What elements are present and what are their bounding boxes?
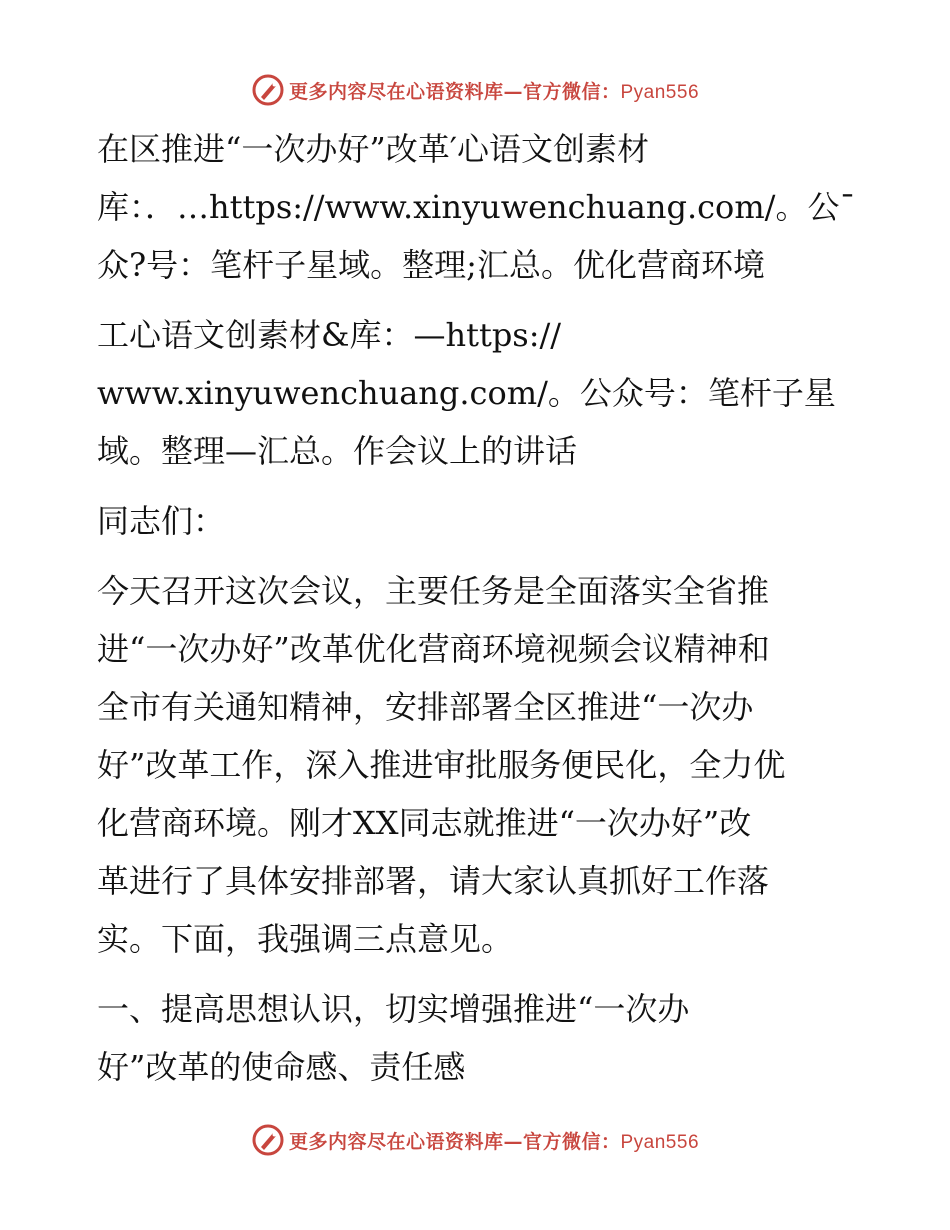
text-line: 工心语文创素材&库：—https://: [97, 316, 562, 354]
banner-slogan: 更多内容尽在心语资料库—官方微信：: [288, 1130, 621, 1153]
paragraph-salutation: [97, 492, 857, 550]
text-line: 众?号：笔杆子星域。整理;汇总。优化营商环境: [97, 246, 765, 284]
text-line: 域。整理—汇总。作会议上的讲话: [97, 432, 578, 470]
banner-wechat-id: Pyan556: [620, 81, 700, 103]
text-line: 一、提高思想认识，切实增强推进“一次办: [97, 990, 690, 1028]
section-heading: [97, 980, 857, 1096]
text-line: 库：．…https://www.xinyuwenchuang.com/。公¯: [97, 188, 856, 226]
banner-text: [289, 1127, 699, 1154]
text-line: 在区推进“一次办好”改革′心语文创素材: [97, 130, 649, 168]
banner-text: [289, 77, 699, 104]
text-line: www.xinyuwenchuang.com/。公众号：笔杆子星: [97, 374, 836, 412]
text-line: 进“一次办好”改革优化营商环境视频会议精神和: [97, 630, 770, 668]
paragraph-subtitle: [97, 306, 857, 480]
pen-nib-seal-icon: [251, 73, 285, 107]
header-banner: [0, 72, 950, 108]
footer-banner: [0, 1122, 950, 1158]
text-line: 化营商环境。刚才XX同志就推进“一次办好”改: [97, 804, 752, 842]
text-line: 今天召开这次会议，主要任务是全面落实全省推: [97, 572, 770, 610]
paragraph-title: [97, 120, 857, 294]
text-line: 好”改革工作，深入推进审批服务便民化，全力优: [97, 746, 786, 784]
text-line: 全市有关通知精神，安排部署全区推进“一次办: [97, 688, 754, 726]
pen-nib-seal-icon: [251, 1123, 285, 1157]
text-line: 好”改革的使命感、责任感: [97, 1048, 466, 1086]
banner-wechat-id: Pyan556: [620, 1131, 700, 1153]
document-body: [97, 120, 857, 1108]
paragraph-body: [97, 562, 857, 968]
text-line: 同志们：: [97, 502, 226, 540]
banner-slogan: 更多内容尽在心语资料库—官方微信：: [288, 80, 621, 103]
text-line: 实。下面，我强调三点意见。: [97, 920, 514, 958]
text-line: 革进行了具体安排部署，请大家认真抓好工作落: [97, 862, 770, 900]
